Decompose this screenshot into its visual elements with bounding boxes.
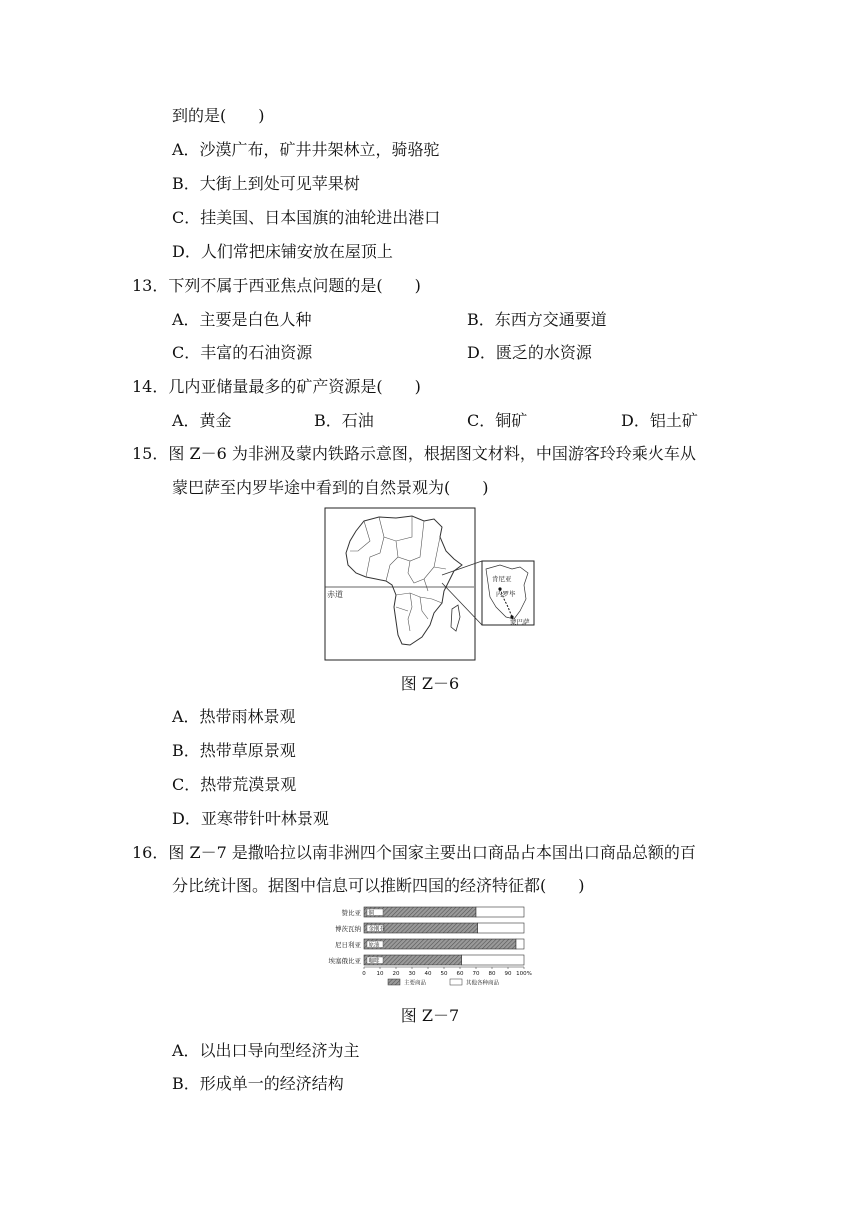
figure-z6-caption: 图 Z－6 bbox=[400, 674, 460, 693]
x-tick-label: 60 bbox=[456, 971, 464, 977]
q12-option-b: B．大街上到处可见苹果树 bbox=[172, 174, 360, 193]
x-tick-label: 0 bbox=[362, 971, 366, 977]
bar-other-goods bbox=[478, 923, 524, 933]
equator-label: 赤道 bbox=[327, 590, 343, 599]
q13-option-c: C．丰富的石油资源 bbox=[172, 343, 313, 362]
q14-option-b: B．石油 bbox=[314, 411, 374, 430]
bar-other-goods bbox=[462, 955, 524, 965]
nairobi-label: 内罗毕 bbox=[496, 590, 516, 598]
q16-option-a: A．以出口导向型经济为主 bbox=[172, 1041, 360, 1060]
q12-option-a: A．沙漠广布，矿井井架林立，骑骆驼 bbox=[172, 140, 440, 159]
figure-z7-caption: 图 Z－7 bbox=[400, 1006, 460, 1025]
q15-option-c: C．热带荒漠景观 bbox=[172, 775, 297, 794]
q15-stem-line1: 15．图 Z－6 为非洲及蒙内铁路示意图，根据图文材料，中国游客玲玲乘火车从 bbox=[132, 444, 696, 463]
legend-swatch-other bbox=[450, 979, 462, 985]
q14-option-a: A．黄金 bbox=[172, 411, 232, 430]
q15-stem-line2: 蒙巴萨至内罗毕途中看到的自然景观为( ) bbox=[172, 478, 489, 497]
legend-label-main: 主要商品 bbox=[404, 980, 427, 987]
export-share-chart bbox=[308, 902, 548, 998]
x-tick-label: 20 bbox=[392, 971, 400, 977]
bar-label: 咖啡 bbox=[368, 958, 380, 965]
x-tick-label: 90 bbox=[504, 971, 512, 977]
africa-map-svg bbox=[324, 507, 536, 663]
legend-label-other: 其他各种商品 bbox=[466, 980, 500, 987]
bar-label: 原油 bbox=[368, 942, 380, 949]
q13-option-b: B．东西方交通要道 bbox=[467, 310, 607, 329]
x-tick-label: 50 bbox=[440, 971, 448, 977]
x-tick-label: 40 bbox=[424, 971, 432, 977]
export-chart-svg bbox=[308, 902, 548, 994]
q15-option-a: A．热带雨林景观 bbox=[172, 707, 296, 726]
bar-other-goods bbox=[476, 907, 524, 917]
q15-option-b: B．热带草原景观 bbox=[172, 741, 296, 760]
q14-option-d: D．铝土矿 bbox=[621, 411, 698, 430]
q12-stem-continuation: 到的是( ) bbox=[172, 106, 265, 125]
bar-main-goods bbox=[364, 939, 516, 949]
q12-option-c: C．挂美国、日本国旗的油轮进出港口 bbox=[172, 208, 441, 227]
x-tick-label: 100% bbox=[516, 971, 532, 977]
legend-swatch-main bbox=[388, 979, 400, 985]
q16-stem-line1: 16．图 Z－7 是撒哈拉以南非洲四个国家主要出口商品占本国出口商品总额的百 bbox=[132, 843, 696, 862]
q14-stem: 14．几内亚储量最多的矿产资源是( ) bbox=[132, 377, 421, 396]
q16-option-b: B．形成单一的经济结构 bbox=[172, 1074, 344, 1093]
category-label: 尼日利亚 bbox=[335, 941, 361, 949]
q14-option-c: C．铜矿 bbox=[467, 411, 528, 430]
mombasa-label: 蒙巴萨 bbox=[510, 618, 530, 626]
x-tick-label: 80 bbox=[488, 971, 496, 977]
bar-label: 金刚石 bbox=[368, 926, 386, 933]
q12-option-d: D．人们常把床铺安放在屋顶上 bbox=[172, 242, 393, 261]
kenya-label: 肯尼亚 bbox=[492, 575, 512, 583]
q13-option-a: A．主要是白色人种 bbox=[172, 310, 312, 329]
bar-label: 铜 bbox=[368, 910, 375, 917]
category-label: 赞比亚 bbox=[341, 909, 361, 917]
category-label: 博茨瓦纳 bbox=[335, 925, 361, 933]
category-label: 埃塞俄比亚 bbox=[328, 957, 361, 965]
q16-stem-line2: 分比统计图。据图中信息可以推断四国的经济特征都( ) bbox=[172, 876, 585, 895]
x-tick-label: 10 bbox=[376, 971, 384, 977]
q15-option-d: D．亚寒带针叶林景观 bbox=[172, 809, 329, 828]
q13-stem: 13．下列不属于西亚焦点问题的是( ) bbox=[132, 276, 421, 295]
x-tick-label: 30 bbox=[408, 971, 416, 977]
q13-option-d: D．匮乏的水资源 bbox=[467, 343, 592, 362]
bar-other-goods bbox=[516, 939, 524, 949]
x-tick-label: 70 bbox=[472, 971, 480, 977]
africa-railway-map bbox=[324, 507, 536, 667]
